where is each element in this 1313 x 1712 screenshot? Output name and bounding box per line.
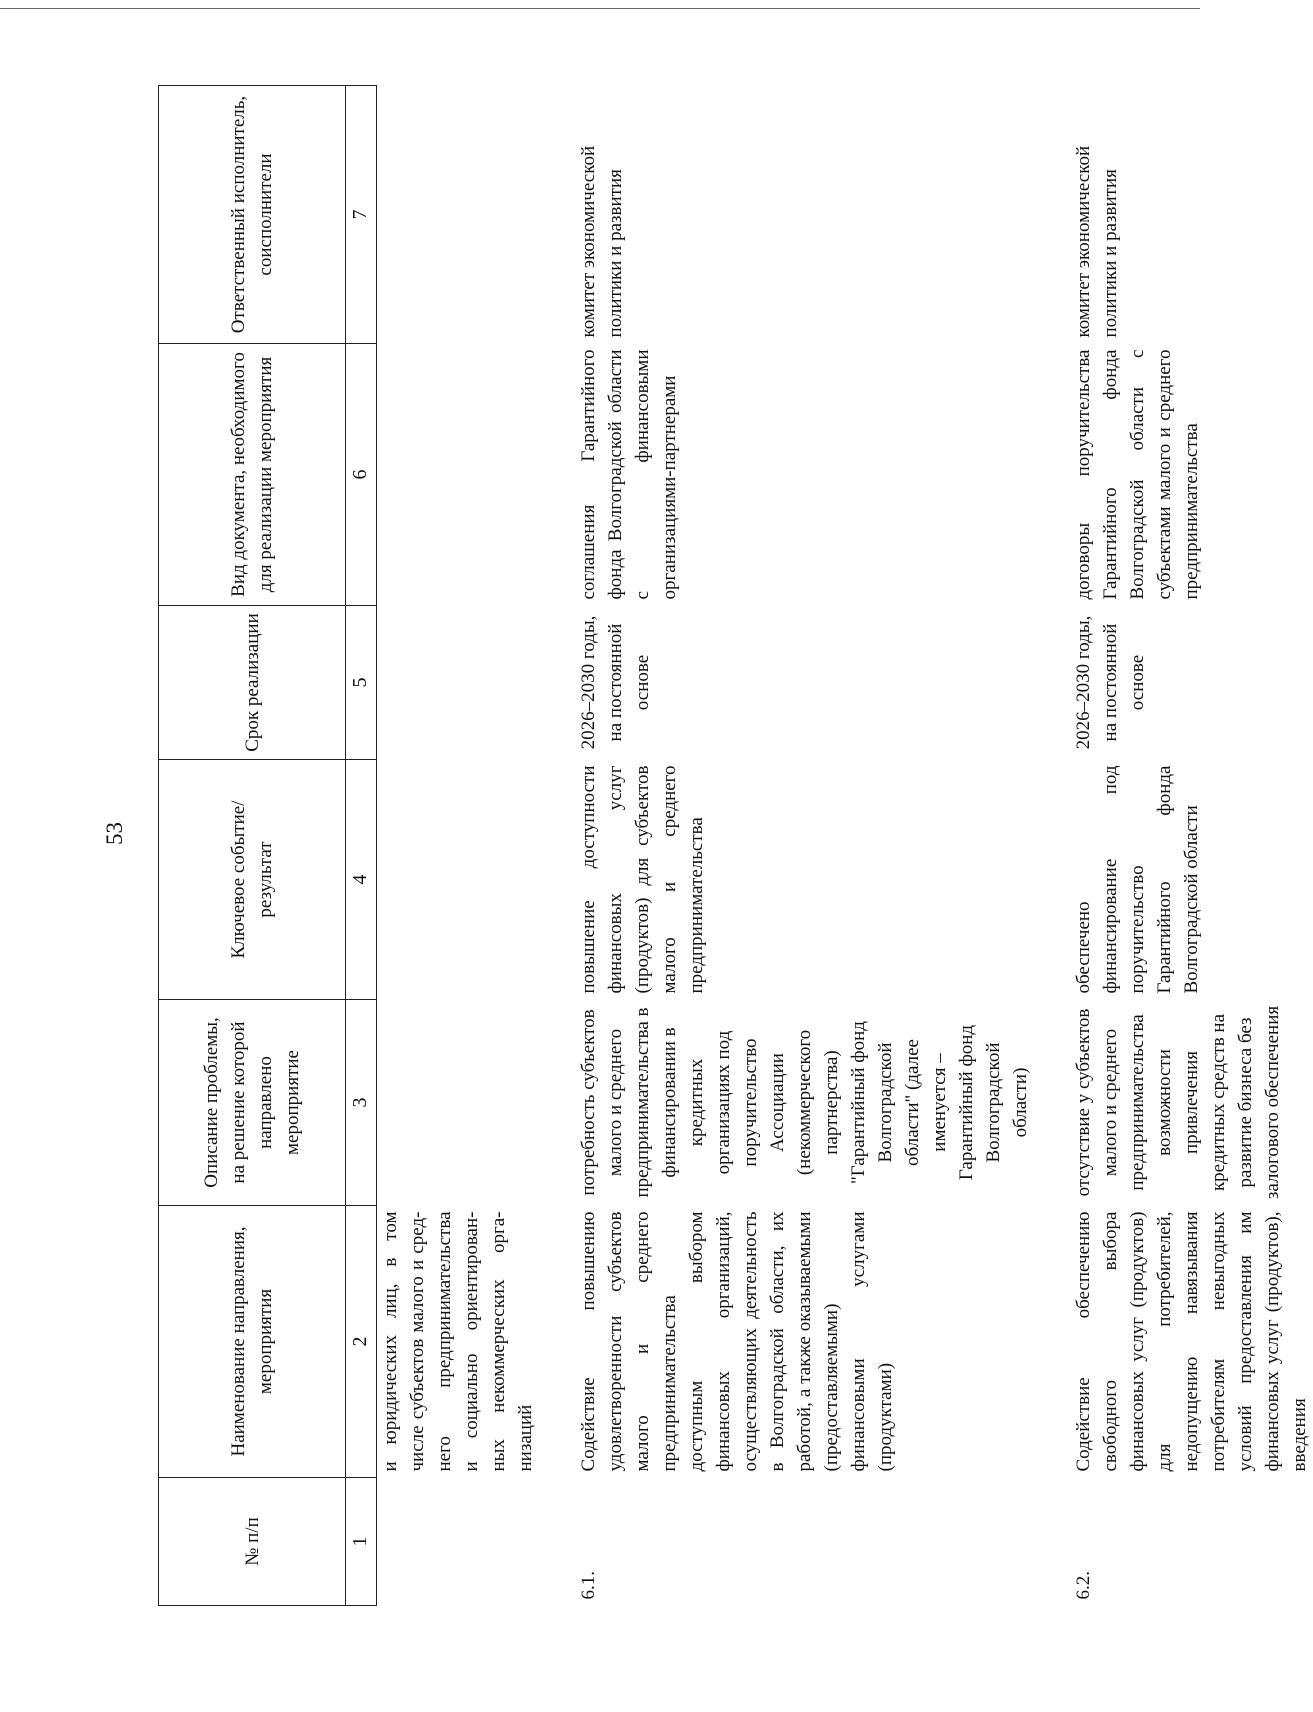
continuation-line: низаций bbox=[515, 1404, 536, 1472]
row-result: повышение доступности финансовых услуг (продуктов) для субъектов малого и среднего предпринимательства bbox=[578, 765, 707, 994]
column-number: 1 bbox=[346, 1478, 377, 1606]
row-name: Содействие повышению удовлетворенности субъектов малого и среднего предпринимательства доступным выбором финансовых организаций, осуществляющих деятельность в Волгоградской области, их работой, а также оказываемыми (предоставляемыми) финансовыми услугами (продуктами) bbox=[578, 1211, 896, 1472]
row-number: 6.2. bbox=[1073, 1571, 1094, 1600]
rotated-table-wrapper bbox=[158, 86, 1310, 1606]
header-responsible: Ответственный исполнитель, соисполнители bbox=[159, 86, 346, 344]
row-document: договоры поручительства Гарантийного фонда Волгоградской области с субъектами малого и среднего предпринимательства bbox=[1073, 349, 1202, 600]
continuation-line: и юридических лиц, в том bbox=[380, 1211, 401, 1472]
table-header-row bbox=[159, 86, 346, 1606]
table-row bbox=[575, 86, 1034, 1606]
header-document: Вид документа, необходимого для реализации мероприятия bbox=[159, 344, 346, 606]
header-term: Срок реализации bbox=[159, 606, 346, 760]
continuation-line: числе субъектов малого и сред- bbox=[407, 1211, 428, 1472]
header-result: Ключевое событие/результат bbox=[159, 760, 346, 1000]
row-term: 2026–2030 годы, на постоянной основе bbox=[578, 615, 653, 750]
row-name: Содействие обеспечению свободного выбора финансовых услуг (продуктов) для потребителей, недопущению навязывания потребителям невыгодных условий предоставления им финансовых услуг (продуктов), введения bbox=[1073, 1211, 1310, 1472]
row-responsible: комитет экономической политики и развития bbox=[1073, 145, 1121, 338]
column-number: 3 bbox=[346, 1000, 377, 1206]
header-number: № п/п bbox=[159, 1478, 346, 1606]
header-name: Наименование направления, мероприятия bbox=[159, 1206, 346, 1478]
row-number: 6.1. bbox=[578, 1571, 599, 1600]
page-number: 53 bbox=[102, 822, 127, 845]
continuation-line: и социально ориентирован- bbox=[461, 1211, 482, 1472]
row-problem: отсутствие у субъектов малого и среднего предпринимательства возможности привлечения кредитных средств на развитие бизнеса без залогового обеспечения bbox=[1073, 1005, 1283, 1200]
continuation-text bbox=[377, 1206, 540, 1478]
continuation-row bbox=[377, 86, 540, 1606]
row-result: обеспечено финансирование под поручительство Гарантийного фонда Волгоградской области bbox=[1073, 765, 1202, 994]
column-numbers-row bbox=[346, 86, 377, 1606]
column-number: 2 bbox=[346, 1206, 377, 1478]
table-row bbox=[1070, 86, 1313, 1606]
column-number: 6 bbox=[346, 344, 377, 606]
row-document: соглашения Гарантийного фонда Волгоградской области с финансовыми организациями-партнерами bbox=[578, 349, 680, 600]
continuation-line: ных некоммерческих орга- bbox=[488, 1211, 509, 1472]
column-number: 5 bbox=[346, 606, 377, 760]
column-number: 4 bbox=[346, 760, 377, 1000]
continuation-line: него предпринимательства bbox=[434, 1211, 455, 1472]
row-responsible: комитет экономической политики и развития bbox=[578, 145, 626, 338]
header-problem: Описание проблемы, на решение которой направлено мероприятие bbox=[159, 1000, 346, 1206]
row-term: 2026–2030 годы, на постоянной основе bbox=[1073, 615, 1148, 750]
scan-top-edge bbox=[0, 0, 1200, 9]
row-problem: потребность субъектов малого и среднего предпринимательства в финансировании в кредитных организациях под поручительство Ассоциации (некоммерческого партнерства) "Гарантийный фонд Волгоградской области" (далее именуется – Гарантийный фонд Волгоградской области) bbox=[578, 1007, 1031, 1198]
column-number: 7 bbox=[346, 86, 377, 344]
measures-table bbox=[158, 85, 1313, 1606]
